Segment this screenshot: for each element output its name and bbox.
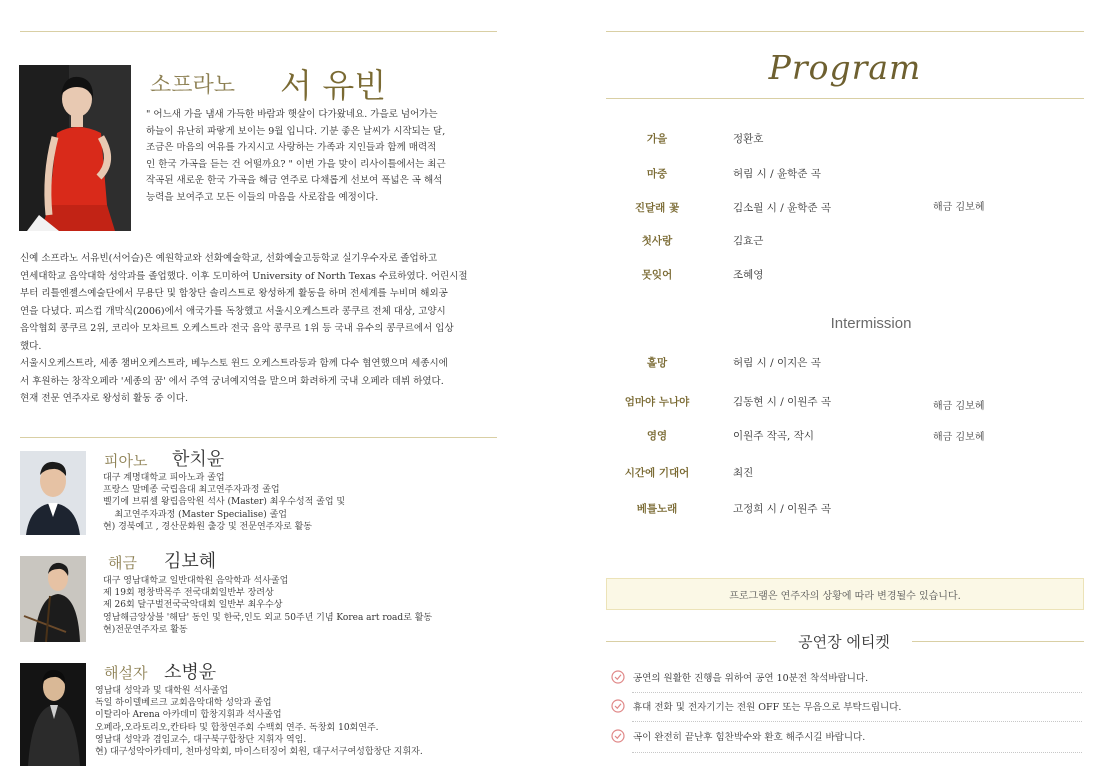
etiquette-text: 휴대 전화 및 전자기기는 전원 OFF 또는 무음으로 부탁드립니다. bbox=[633, 702, 902, 713]
etiquette-item bbox=[611, 699, 901, 713]
bio-line: 대구 계명대학교 피아노과 졸업 bbox=[103, 473, 225, 483]
program-item-credit: 이원주 작곡, 작시 bbox=[733, 430, 815, 442]
check-circle-icon bbox=[611, 699, 625, 713]
program-title: Program bbox=[768, 48, 922, 87]
pianist-name: 한치윤 bbox=[172, 449, 225, 470]
program-item-title: 홀망 bbox=[646, 357, 668, 369]
bio-line: 음악협회 콩쿠르 2위, 코리아 모차르트 오케스트라 전국 음악 콩쿠르 1위 등 국내 유수의 콩쿠르에서 입상 bbox=[20, 323, 454, 334]
etiquette-rule-right bbox=[912, 641, 1084, 642]
program-item-note: 해금 김보혜 bbox=[933, 432, 985, 443]
program-notice-box bbox=[606, 578, 1084, 610]
program-item-title: 진달래 꽃 bbox=[634, 202, 680, 214]
narrator-bio bbox=[95, 685, 500, 758]
program-item-title: 첫사랑 bbox=[641, 235, 673, 247]
haegeum-name: 김보혜 bbox=[164, 551, 217, 572]
program-item-title: 가을 bbox=[646, 133, 668, 145]
soprano-photo bbox=[19, 65, 131, 231]
dotted-divider bbox=[632, 752, 1082, 753]
program-item-credit: 최진 bbox=[733, 467, 754, 479]
bio-line: 프랑스 말메종 국립음대 최고연주자과정 졸업 bbox=[103, 485, 280, 496]
quote-line: 인 한국 가곡을 듣는 건 어떨까요? " 이번 가을 맞이 리사이틀에서는 최근 bbox=[146, 158, 446, 170]
program-item-note: 해금 김보혜 bbox=[933, 401, 985, 412]
narrator-figure bbox=[20, 663, 86, 766]
bio-line: 최고연주자과정 (Master Specialise) 졸업 bbox=[103, 509, 287, 520]
check-circle-icon bbox=[611, 729, 625, 743]
bio-line: 오페라,오라토리오,칸타타 및 합창연주회 수백회 연주. 독창회 10회연주. bbox=[95, 722, 379, 733]
bio-line: 영남대 성악과 및 대학원 석사졸업 bbox=[95, 686, 229, 696]
etiquette-rule-left bbox=[606, 641, 776, 642]
program-notice-text: 프로그램은 연주자의 상황에 따라 변경될수 있습니다. bbox=[729, 590, 961, 602]
quote-line: 작곡된 새로운 한국 가곡을 해금 연주로 다채롭게 선보여 폭넓은 곡 해석 bbox=[146, 175, 443, 186]
bio-line: 대구 영남대학교 일반대학원 음악학과 석사졸업 bbox=[103, 576, 289, 586]
bio-line: 제 26회 달구벌전국국악대회 일반부 최우수상 bbox=[103, 600, 283, 611]
bio-line: 이탈리아 Arena 아카데미 합창지휘과 석사졸업 bbox=[95, 710, 282, 721]
bio-line: 부터 리틀엔젤스예술단에서 무용단 및 합창단 솔리스트로 왕성하게 활동을 하며 전세계를 누비며 해외공 bbox=[20, 288, 448, 299]
haegeum-player-photo bbox=[20, 556, 86, 642]
bio-line: 연세대학교 음악대학 성악과를 졸업했다. 이후 도미하여 University of North Texas 수료하였다. 어린시절 bbox=[20, 270, 468, 282]
haegeum-bio bbox=[103, 575, 498, 636]
soprano-name: 서 유빈 bbox=[280, 66, 387, 105]
bio-line: 독일 하이델베르크 교회음악대학 성악과 졸업 bbox=[95, 698, 272, 709]
etiquette-text: 곡이 완전히 끝난후 힘찬박수와 환호 해주시길 바랍니다. bbox=[633, 732, 866, 743]
soprano-quote bbox=[146, 107, 496, 206]
bio-line: 현) 대구성악아카데미, 천마성악회, 마이스터징어 회원, 대구서구여성합창단 지휘자. bbox=[95, 747, 423, 758]
quote-line: " 어느새 가을 냄새 가득한 바람과 햇살이 다가왔네요. 가을로 넘어가는 bbox=[146, 109, 438, 120]
bio-line: 했다. bbox=[20, 340, 42, 352]
narrator-role: 해설자 bbox=[104, 664, 148, 682]
top-rule-left bbox=[20, 31, 497, 32]
program-item-credit: 조혜영 bbox=[733, 269, 764, 281]
etiquette-text: 공연의 원활한 진행을 위하여 공연 10분전 착석바랍니다. bbox=[633, 673, 869, 684]
bio-line: 영남해금앙상블 '해담' 동인 및 한국,인도 외교 50주년 기념 Korea art road로 활동 bbox=[103, 612, 433, 623]
bio-line: 현)전문연주자로 활동 bbox=[103, 624, 188, 635]
soprano-bio bbox=[20, 250, 500, 408]
narrator-photo bbox=[20, 663, 86, 766]
program-item-note: 해금 김보혜 bbox=[933, 202, 985, 213]
bio-line: 연을 다녔다. 피스컵 개막식(2006)에서 애국가를 독창했고 서울시오케스트라 콩쿠르 전체 대상, 고양시 bbox=[20, 305, 446, 317]
bio-line: 서 후원하는 창작오페라 '세종의 꿈' 에서 주역 궁녀예지역을 맡으며 화려하게 국내 오페라 데뷔 하였다. bbox=[20, 375, 444, 387]
program-item-credit: 허림 시 / 이지은 곡 bbox=[733, 357, 821, 369]
program-item-credit: 정환호 bbox=[733, 133, 764, 145]
check-circle-icon bbox=[611, 670, 625, 684]
program-item-title: 영영 bbox=[646, 430, 668, 442]
bio-line: 현) 경북예고 , 경산문화원 출강 및 전문연주자로 활동 bbox=[103, 521, 312, 532]
bio-line: 신예 소프라노 서유빈(서어슬)은 예원학교와 선화예술학교, 선화예술고등학교 실기우수자로 졸업하고 bbox=[20, 253, 438, 264]
program-item-credit: 허림 시 / 윤학준 곡 bbox=[733, 168, 821, 180]
program-item-title: 베틀노래 bbox=[636, 503, 678, 515]
bio-line: 영남대 성악과 겸임교수, 대구북구합창단 지휘자 역임. bbox=[95, 734, 307, 745]
quote-line: 능력을 보여주고 모든 이들의 마음을 사로잡을 예정이다. bbox=[146, 191, 379, 203]
pianist-photo bbox=[20, 451, 86, 535]
narrator-name: 소병윤 bbox=[164, 662, 217, 683]
quote-line: 하늘이 유난히 파랗게 보이는 9월 입니다. 기분 좋은 날씨가 시작되는 달, bbox=[146, 125, 446, 137]
intermission-label: Intermission bbox=[830, 315, 912, 332]
etiquette-title: 공연장 에티켓 bbox=[798, 633, 890, 651]
bio-line: 벨기에 브뤼셀 왕립음악원 석사 (Master) 최우수성적 졸업 및 bbox=[103, 497, 346, 508]
soprano-role: 소프라노 bbox=[150, 73, 236, 98]
program-item-credit: 고정희 시 / 이원주 곡 bbox=[733, 503, 832, 515]
haegeum-role: 해금 bbox=[108, 554, 137, 572]
pianist-bio bbox=[103, 472, 498, 533]
program-item-title: 엄마야 누나야 bbox=[624, 396, 690, 408]
dotted-divider bbox=[632, 721, 1082, 722]
program-item-credit: 김동현 시 / 이원주 곡 bbox=[733, 396, 832, 408]
haegeum-player-figure bbox=[20, 556, 86, 642]
program-title-rule bbox=[606, 98, 1084, 99]
quote-line: 조금은 마음의 여유를 가지시고 사랑하는 가족과 지인들과 함께 매력적 bbox=[146, 142, 437, 153]
bio-line: 제 19회 평창박목주 전국대회일반부 장려상 bbox=[103, 588, 274, 599]
etiquette-item bbox=[611, 729, 865, 743]
top-rule-right bbox=[606, 31, 1084, 32]
pianist-role: 피아노 bbox=[104, 452, 148, 470]
bio-line: 서울시오케스트라, 세종 챔버오케스트라, 베누스토 윈드 오케스트라등과 함께 다수 협연했으며 세종시에 bbox=[20, 358, 448, 369]
pianist-figure bbox=[20, 451, 86, 535]
etiquette-item bbox=[611, 670, 868, 684]
program-item-title: 마중 bbox=[646, 168, 668, 180]
soprano-figure bbox=[19, 65, 131, 231]
program-item-credit: 김효근 bbox=[733, 235, 764, 247]
program-item-credit: 김소월 시 / 윤학준 곡 bbox=[733, 202, 832, 214]
bio-line: 현재 전문 연주자로 왕성히 활동 중 이다. bbox=[20, 393, 188, 404]
dotted-divider bbox=[632, 692, 1082, 693]
program-item-title: 시간에 기대어 bbox=[624, 467, 690, 479]
program-item-title: 못잊어 bbox=[641, 269, 673, 281]
mid-rule-left bbox=[20, 437, 497, 438]
